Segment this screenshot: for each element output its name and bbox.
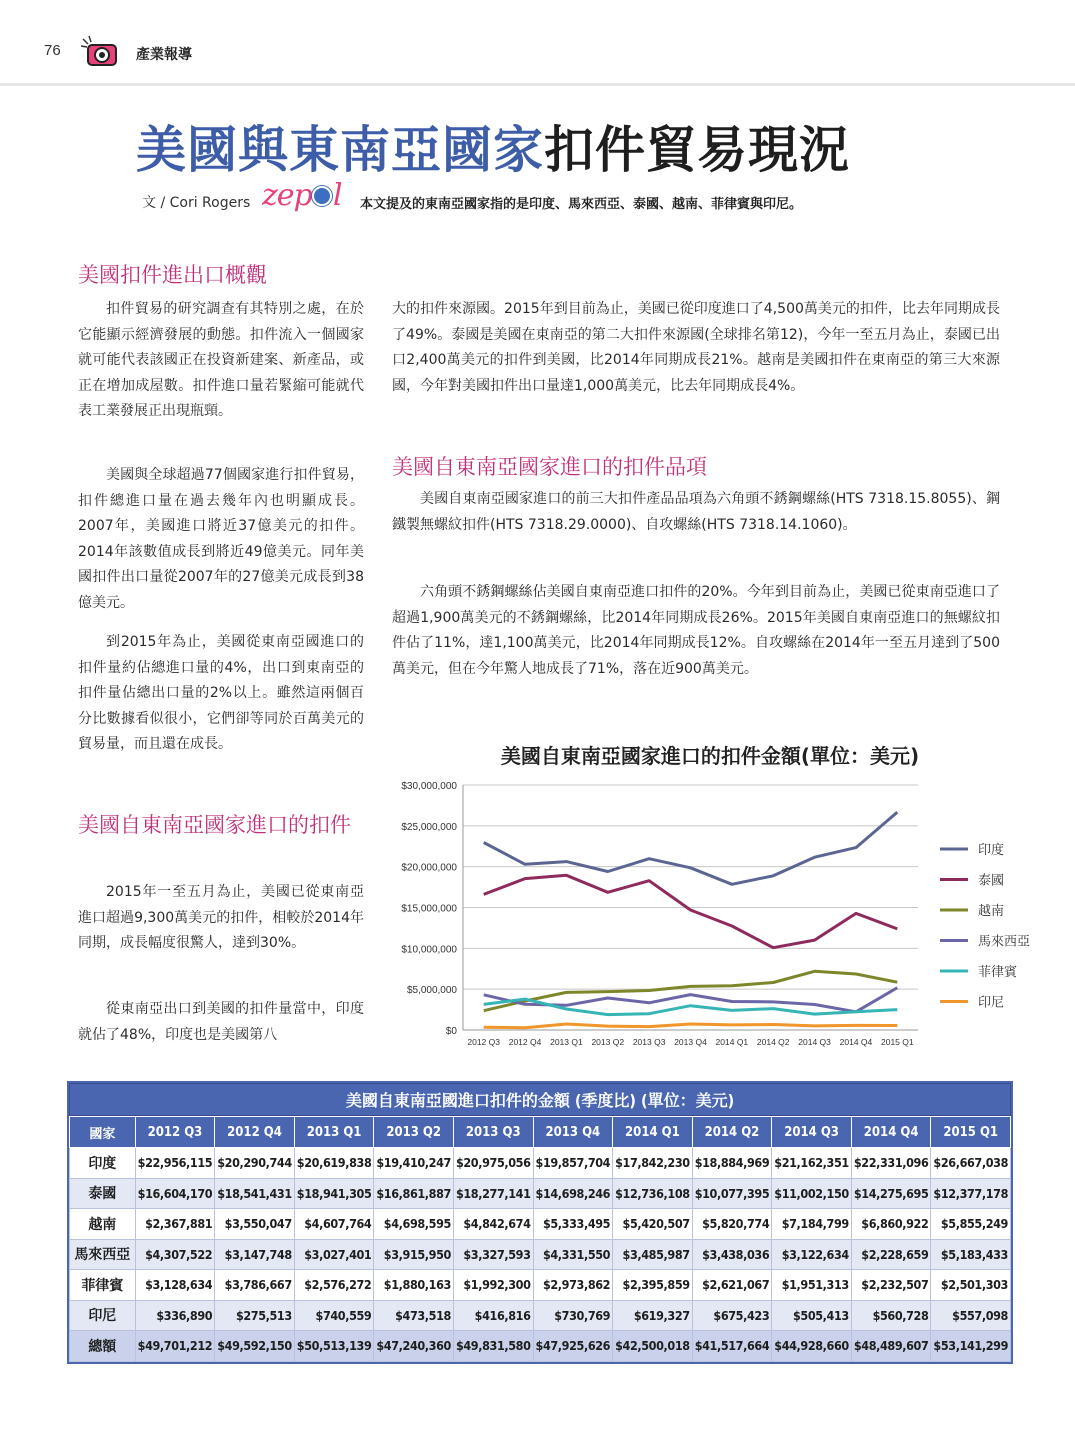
legend-label: 泰國 xyxy=(978,873,1005,889)
value-cell: $20,975,056 xyxy=(453,1148,533,1179)
value-cell: $2,367,881 xyxy=(135,1209,215,1240)
value-cell: $1,992,300 xyxy=(453,1270,533,1301)
value-cell: $275,513 xyxy=(215,1300,295,1331)
value-cell: $12,736,108 xyxy=(613,1178,693,1209)
value-cell: $12,377,178 xyxy=(931,1178,1011,1209)
value-cell: $6,860,922 xyxy=(851,1209,931,1240)
table-row xyxy=(70,1300,1011,1331)
value-cell: $2,232,507 xyxy=(851,1270,931,1301)
value-cell: $5,183,433 xyxy=(931,1239,1011,1270)
value-cell: $18,941,305 xyxy=(294,1178,374,1209)
value-cell: $22,956,115 xyxy=(135,1148,215,1179)
value-cell: $18,277,141 xyxy=(453,1178,533,1209)
legend-label: 越南 xyxy=(978,904,1005,919)
legend-label: 菲律賓 xyxy=(978,965,1018,980)
paragraph: 2015年一至五月為止，美國已從東南亞進口超過9,300萬美元的扣件，相較於2014年同期，成長幅度很驚人，達到30%。 xyxy=(78,884,364,951)
x-tick-label: 2014 Q3 xyxy=(798,1037,831,1047)
country-cell: 印尼 xyxy=(70,1300,136,1331)
value-cell: $18,884,969 xyxy=(692,1148,772,1179)
value-cell: $7,184,799 xyxy=(772,1209,852,1240)
value-cell: $3,027,401 xyxy=(294,1239,374,1270)
value-cell: $26,667,038 xyxy=(931,1148,1011,1179)
value-cell: $21,162,351 xyxy=(772,1148,852,1179)
series-line xyxy=(484,875,898,947)
value-cell: $4,698,595 xyxy=(374,1209,454,1240)
value-cell: $2,621,067 xyxy=(692,1270,772,1301)
value-cell: $3,438,036 xyxy=(692,1239,772,1270)
value-cell: $3,122,634 xyxy=(772,1239,852,1270)
value-cell: $473,518 xyxy=(374,1300,454,1331)
value-cell: $14,698,246 xyxy=(533,1178,613,1209)
line-chart xyxy=(390,775,1050,1055)
value-cell: $675,423 xyxy=(692,1300,772,1331)
value-cell: $5,420,507 xyxy=(613,1209,693,1240)
table-header-cell: 2013 Q3 xyxy=(453,1117,533,1148)
y-tick-label: $0 xyxy=(445,1026,457,1037)
value-cell: $1,880,163 xyxy=(374,1270,454,1301)
value-cell: $47,240,360 xyxy=(374,1331,454,1362)
value-cell: $41,517,664 xyxy=(692,1331,772,1362)
value-cell: $5,855,249 xyxy=(931,1209,1011,1240)
paragraph: 美國與全球超過77個國家進行扣件貿易，扣件總進口量在過去幾年內也明顯成長。2007年，美國進口將近37億美元的扣件。2014年該數值成長到將近49億美元。同年美國扣件出口量從2007年的27億美元成長到38億美元。 xyxy=(78,467,364,611)
globe-icon xyxy=(312,186,332,206)
table-header-cell: 2012 Q4 xyxy=(215,1117,295,1148)
value-cell: $3,147,748 xyxy=(215,1239,295,1270)
value-cell: $20,619,838 xyxy=(294,1148,374,1179)
country-cell: 印度 xyxy=(70,1148,136,1179)
legend-label: 馬來西亞 xyxy=(978,934,1031,950)
table-header-cell: 2014 Q4 xyxy=(851,1117,931,1148)
intro-note: 本文提及的東南亞國家指的是印度、馬來西亞、泰國、越南、菲律賓與印尼。 xyxy=(360,197,803,212)
value-cell: $10,077,395 xyxy=(692,1178,772,1209)
value-cell: $3,485,987 xyxy=(613,1239,693,1270)
paragraph: 到2015年為止，美國從東南亞國進口的扣件量約佔總進口量的4%，出口到東南亞的扣件量佔總出口量的2%以上。雖然這兩個百分比數據看似很小，它們卻等同於百萬美元的貿易量，而且還在成長。 xyxy=(78,634,364,752)
value-cell: $48,489,607 xyxy=(851,1331,931,1362)
x-tick-label: 2013 Q4 xyxy=(674,1037,707,1047)
x-tick-label: 2013 Q1 xyxy=(550,1037,583,1047)
country-cell: 總額 xyxy=(70,1331,136,1362)
table-total-row xyxy=(70,1331,1011,1362)
heading-overview: 美國扣件進出口概觀 xyxy=(78,263,267,287)
country-cell: 馬來西亞 xyxy=(70,1239,136,1270)
x-tick-label: 2014 Q1 xyxy=(715,1037,749,1047)
value-cell: $2,395,859 xyxy=(613,1270,693,1301)
legend-label: 印尼 xyxy=(978,995,1005,1011)
x-tick-label: 2012 Q4 xyxy=(508,1037,542,1047)
table-row xyxy=(70,1148,1011,1179)
value-cell: $2,973,862 xyxy=(533,1270,613,1301)
value-cell: $505,413 xyxy=(772,1300,852,1331)
header-rule xyxy=(0,83,1075,86)
table-header-cell: 2013 Q1 xyxy=(294,1117,374,1148)
page-number: 76 xyxy=(44,42,61,59)
value-cell: $3,327,593 xyxy=(453,1239,533,1270)
value-cell: $11,002,150 xyxy=(772,1178,852,1209)
x-tick-label: 2014 Q2 xyxy=(756,1037,790,1047)
value-cell: $4,842,674 xyxy=(453,1209,533,1240)
value-cell: $18,541,431 xyxy=(215,1178,295,1209)
country-cell: 菲律賓 xyxy=(70,1270,136,1301)
x-tick-label: 2012 Q3 xyxy=(467,1037,500,1047)
table-header-cell: 2012 Q3 xyxy=(135,1117,215,1148)
value-cell: $730,769 xyxy=(533,1300,613,1331)
x-tick-label: 2014 Q4 xyxy=(839,1037,873,1047)
table-row xyxy=(70,1239,1011,1270)
table-caption: 美國自東南亞國進口扣件的金額 (季度比) (單位：美元) xyxy=(69,1083,1011,1116)
value-cell: $619,327 xyxy=(613,1300,693,1331)
value-cell: $416,816 xyxy=(453,1300,533,1331)
value-cell: $19,410,247 xyxy=(374,1148,454,1179)
y-tick-label: $30,000,000 xyxy=(401,781,457,792)
country-cell: 泰國 xyxy=(70,1178,136,1209)
title-part-1: 美國與東南亞國家 xyxy=(136,120,544,179)
value-cell: $20,290,744 xyxy=(215,1148,295,1179)
data-table-container xyxy=(69,1083,1011,1362)
paragraph: 六角頭不銹鋼螺絲佔美國自東南亞進口扣件的20%。今年到目前為止，美國已從東南亞進口了超過1,900萬美元的不銹鋼螺絲，比2014年同期成長26%。2015年美國自東南亞進口的無螺紋扣件佔了11%，達1,100萬美元，比2014年同期成長12%。自攻螺絲在2014年一至五月達到了500萬美元，但在今年驚人地成長了71%，落在近900萬美元。 xyxy=(392,584,1000,677)
value-cell: $4,331,550 xyxy=(533,1239,613,1270)
value-cell: $2,228,659 xyxy=(851,1239,931,1270)
country-cell: 越南 xyxy=(70,1209,136,1240)
series-line xyxy=(484,988,898,1012)
value-cell: $3,550,047 xyxy=(215,1209,295,1240)
y-tick-label: $10,000,000 xyxy=(401,944,457,956)
heading-products: 美國自東南亞國家進口的扣件品項 xyxy=(392,455,707,479)
legend-label: 印度 xyxy=(978,843,1005,858)
x-tick-label: 2015 Q1 xyxy=(881,1037,914,1047)
table-header-cell: 2015 Q1 xyxy=(931,1117,1011,1148)
value-cell: $19,857,704 xyxy=(533,1148,613,1179)
value-cell: $4,307,522 xyxy=(135,1239,215,1270)
value-cell: $50,513,139 xyxy=(294,1331,374,1362)
series-line xyxy=(484,1024,898,1028)
value-cell: $42,500,018 xyxy=(613,1331,693,1362)
value-cell: $17,842,230 xyxy=(613,1148,693,1179)
camera-icon xyxy=(80,35,120,69)
x-tick-label: 2013 Q2 xyxy=(591,1037,625,1047)
value-cell: $2,576,272 xyxy=(294,1270,374,1301)
table-row xyxy=(70,1178,1011,1209)
value-cell: $5,333,495 xyxy=(533,1209,613,1240)
value-cell: $16,604,170 xyxy=(135,1178,215,1209)
table-row xyxy=(70,1270,1011,1301)
value-cell: $3,128,634 xyxy=(135,1270,215,1301)
table-row xyxy=(70,1209,1011,1240)
value-cell: $14,275,695 xyxy=(851,1178,931,1209)
y-tick-label: $5,000,000 xyxy=(406,985,457,997)
value-cell: $47,925,626 xyxy=(533,1331,613,1362)
chart-title: 美國自東南亞國家進口的扣件金額(單位：美元) xyxy=(500,744,920,768)
section-label: 產業報導 xyxy=(136,47,192,63)
heading-imports: 美國自東南亞國家進口的扣件 xyxy=(78,813,351,837)
x-tick-label: 2013 Q3 xyxy=(632,1037,666,1047)
table-header-cell: 2014 Q3 xyxy=(772,1117,852,1148)
paragraph: 扣件貿易的研究調查有其特別之處，在於它能顯示經濟發展的動態。扣件流入一個國家就可能代表該國正在投資新建案、新產品，或正在增加成屋數。扣件進口量若緊縮可能就代表工業發展正出現瓶頸。 xyxy=(78,301,364,419)
value-cell: $2,501,303 xyxy=(931,1270,1011,1301)
y-tick-label: $25,000,000 xyxy=(401,821,457,833)
table-header-cell: 2013 Q4 xyxy=(533,1117,613,1148)
table-header-cell: 2013 Q2 xyxy=(374,1117,454,1148)
value-cell: $22,331,096 xyxy=(851,1148,931,1179)
value-cell: $4,607,764 xyxy=(294,1209,374,1240)
value-cell: $336,890 xyxy=(135,1300,215,1331)
paragraph: 美國自東南亞國家進口的前三大扣件產品品項為六角頭不銹鋼螺絲(HTS 7318.15.8055)、鋼鐵製無螺紋扣件(HTS 7318.29.0000)、自攻螺絲(HTS 7318.14.1060)。 xyxy=(392,491,1000,533)
title-part-2: 扣件貿易現況 xyxy=(544,120,850,179)
value-cell: $3,915,950 xyxy=(374,1239,454,1270)
paragraph: 從東南亞出口到美國的扣件量當中，印度就佔了48%，印度也是美國第八 xyxy=(78,1001,364,1043)
table-header-cell: 國家 xyxy=(70,1117,136,1148)
value-cell: $560,728 xyxy=(851,1300,931,1331)
value-cell: $16,861,887 xyxy=(374,1178,454,1209)
series-line xyxy=(484,812,898,884)
zepol-logo: zep xyxy=(262,178,312,213)
value-cell: $49,701,212 xyxy=(135,1331,215,1362)
table-header-cell: 2014 Q2 xyxy=(692,1117,772,1148)
value-cell: $44,928,660 xyxy=(772,1331,852,1362)
value-cell: $557,098 xyxy=(931,1300,1011,1331)
zepol-logo-tail: l xyxy=(333,178,343,213)
value-cell: $53,141,299 xyxy=(931,1331,1011,1362)
data-table xyxy=(69,1083,1011,1362)
value-cell: $5,820,774 xyxy=(692,1209,772,1240)
y-tick-label: $20,000,000 xyxy=(401,862,457,874)
value-cell: $49,592,150 xyxy=(215,1331,295,1362)
value-cell: $1,951,313 xyxy=(772,1270,852,1301)
paragraph: 大的扣件來源國。2015年到目前為止，美國已從印度進口了4,500萬美元的扣件，比去年同期成長了49%。泰國是美國在東南亞的第二大扣件來源國(全球排名第12)，今年一至五月為止，泰國已出口2,400萬美元的扣件到美國，比2014年同期成長21%。越南是美國扣件在東南亞的第三大來源國，今年對美國扣件出口量達1,000萬美元，比去年同期成長4%。 xyxy=(392,301,1000,394)
table-header-cell: 2014 Q1 xyxy=(613,1117,693,1148)
value-cell: $740,559 xyxy=(294,1300,374,1331)
value-cell: $49,831,580 xyxy=(453,1331,533,1362)
y-tick-label: $15,000,000 xyxy=(401,903,457,915)
value-cell: $3,786,667 xyxy=(215,1270,295,1301)
byline: 文 / Cori Rogers xyxy=(142,195,251,211)
article-title xyxy=(136,110,850,182)
